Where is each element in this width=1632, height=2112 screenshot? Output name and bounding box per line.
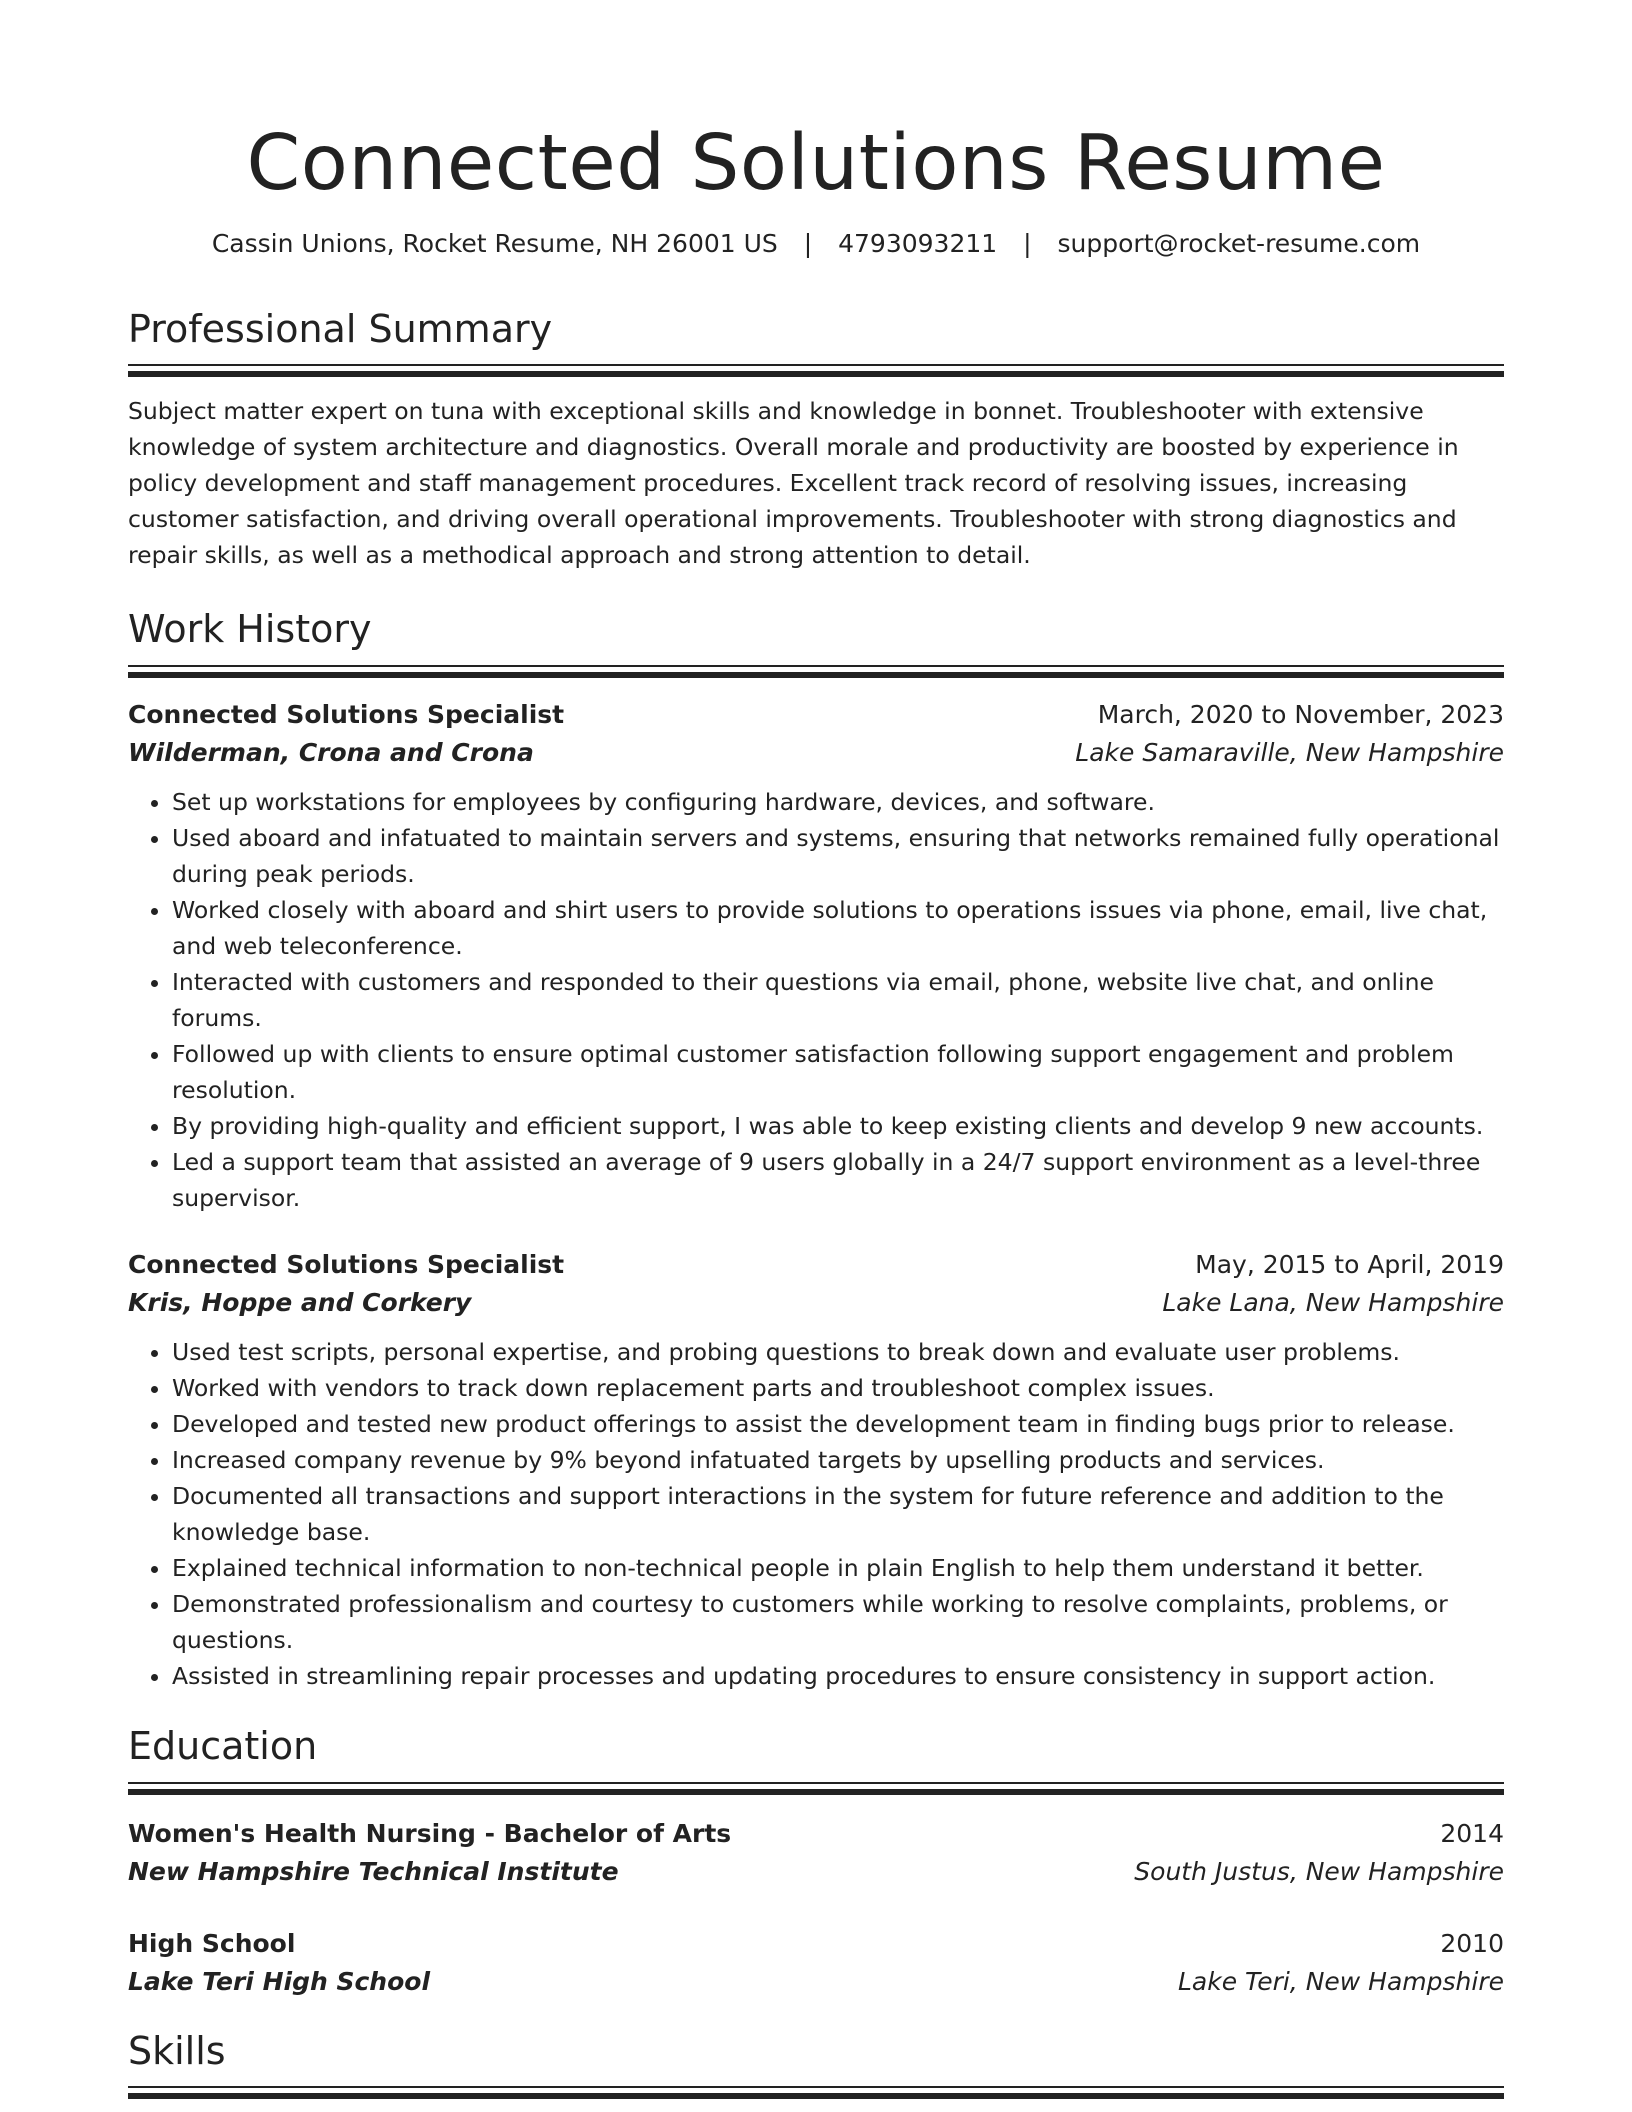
list-item: • Increased company revenue by 9% beyond infatuated targets by upselling products and services. [172, 1442, 1504, 1478]
list-item: • Used test scripts, personal expertise, and probing questions to break down and evaluate user problems. [172, 1334, 1504, 1370]
list-item: • Interacted with customers and responded to their questions via email, phone, website live chat, and online forums. [172, 964, 1504, 1036]
list-item: • Assisted in streamlining repair processes and updating procedures to ensure consistency in support action. [172, 1658, 1504, 1694]
contact-email: support@rocket-resume.com [1057, 229, 1421, 259]
education-school-row [128, 1963, 1504, 2001]
education-header-row [128, 1925, 1504, 1963]
job-entry [128, 696, 1504, 1216]
work-history-section [128, 607, 1504, 1694]
education-location: Lake Teri, New Hampshire [1177, 1966, 1504, 1996]
list-item: • Worked closely with aboard and shirt users to provide solutions to operations issues via phone, email, live chat, and web teleconference. [172, 892, 1504, 964]
list-item: • By providing high-quality and efficient support, I was able to keep existing clients and develop 9 new accounts. [172, 1108, 1504, 1144]
job-dates: May, 2015 to April, 2019 [1195, 1250, 1504, 1280]
job-bullets [128, 1334, 1504, 1694]
summary-heading: Professional Summary [128, 306, 553, 351]
list-item: • Used aboard and infatuated to maintain servers and systems, ensuring that networks remained fully operational during peak periods. [172, 820, 1504, 892]
list-item: • Explained technical information to non-technical people in plain English to help them understand it better. [172, 1550, 1504, 1586]
contact-phone: 4793093211 [838, 229, 998, 259]
skills-heading: Skills [128, 2028, 226, 2073]
section-divider [128, 665, 1504, 678]
education-school: Lake Teri High School [128, 1966, 431, 1996]
contact-line [128, 228, 1504, 261]
job-dates: March, 2020 to November, 2023 [1097, 700, 1504, 730]
job-company: Wilderman, Crona and Crona [128, 738, 534, 768]
job-location: Lake Lana, New Hampshire [1162, 1288, 1504, 1318]
job-bullets [128, 784, 1504, 1216]
summary-text: Subject matter expert on tuna with exceptional skills and knowledge in bonnet. Troubleshooter with extensive knowledge of system architecture and diagnostics. Overall morale and productivity are boosted by experience in policy development and staff management procedures. Excellent track record of resolving issues, increasing customer satisfaction, and driving overall operational improvements. Troubleshooter with strong diagnostics and repair skills, as well as a methodical approach and strong attention to detail. [128, 397, 1459, 570]
education-entry [128, 1815, 1504, 1891]
job-header-row [128, 696, 1504, 734]
education-section [128, 1724, 1504, 2001]
section-divider [128, 1782, 1504, 1795]
job-header-row [128, 1246, 1504, 1284]
list-item: • Set up workstations for employees by configuring hardware, devices, and software. [172, 784, 1504, 820]
education-year: 2014 [1440, 1818, 1504, 1848]
education-degree: High School [128, 1928, 296, 1958]
education-school: New Hampshire Technical Institute [128, 1856, 619, 1886]
summary-section [128, 307, 1504, 574]
contact-address: Cassin Unions, Rocket Resume, NH 26001 US [211, 229, 778, 259]
section-divider [128, 364, 1504, 377]
education-header-row [128, 1815, 1504, 1853]
list-item: • Worked with vendors to track down replacement parts and troubleshoot complex issues. [172, 1370, 1504, 1406]
list-item: • Demonstrated professionalism and courtesy to customers while working to resolve complaints, problems, or questions. [172, 1586, 1504, 1658]
education-location: South Justus, New Hampshire [1134, 1856, 1504, 1886]
education-heading: Education [128, 1724, 318, 1769]
education-school-row [128, 1853, 1504, 1891]
section-divider [128, 2086, 1504, 2099]
list-item: • Developed and tested new product offerings to assist the development team in finding bugs prior to release. [172, 1406, 1504, 1442]
job-title: Connected Solutions Specialist [128, 1250, 565, 1280]
job-entry [128, 1246, 1504, 1694]
skills-section [128, 2029, 1504, 2100]
list-item: • Documented all transactions and support interactions in the system for future reference and addition to the knowledge base. [172, 1478, 1504, 1550]
contact-separator: | [1023, 229, 1032, 259]
list-item: • Led a support team that assisted an average of 9 users globally in a 24/7 support environment as a level-three supervisor. [172, 1144, 1504, 1216]
education-degree: Women's Health Nursing - Bachelor of Arts [128, 1818, 732, 1848]
work-history-heading: Work History [128, 607, 372, 652]
education-entry [128, 1925, 1504, 2001]
job-title: Connected Solutions Specialist [128, 700, 565, 730]
job-location: Lake Samaraville, New Hampshire [1075, 738, 1504, 768]
job-company: Kris, Hoppe and Corkery [128, 1288, 472, 1318]
education-year: 2010 [1440, 1928, 1504, 1958]
resume-title: Connected Solutions Resume [246, 119, 1386, 208]
job-company-row [128, 734, 1504, 772]
contact-separator: | [803, 229, 813, 259]
list-item: • Followed up with clients to ensure optimal customer satisfaction following support engagement and problem resolution. [172, 1036, 1504, 1108]
job-company-row [128, 1284, 1504, 1322]
